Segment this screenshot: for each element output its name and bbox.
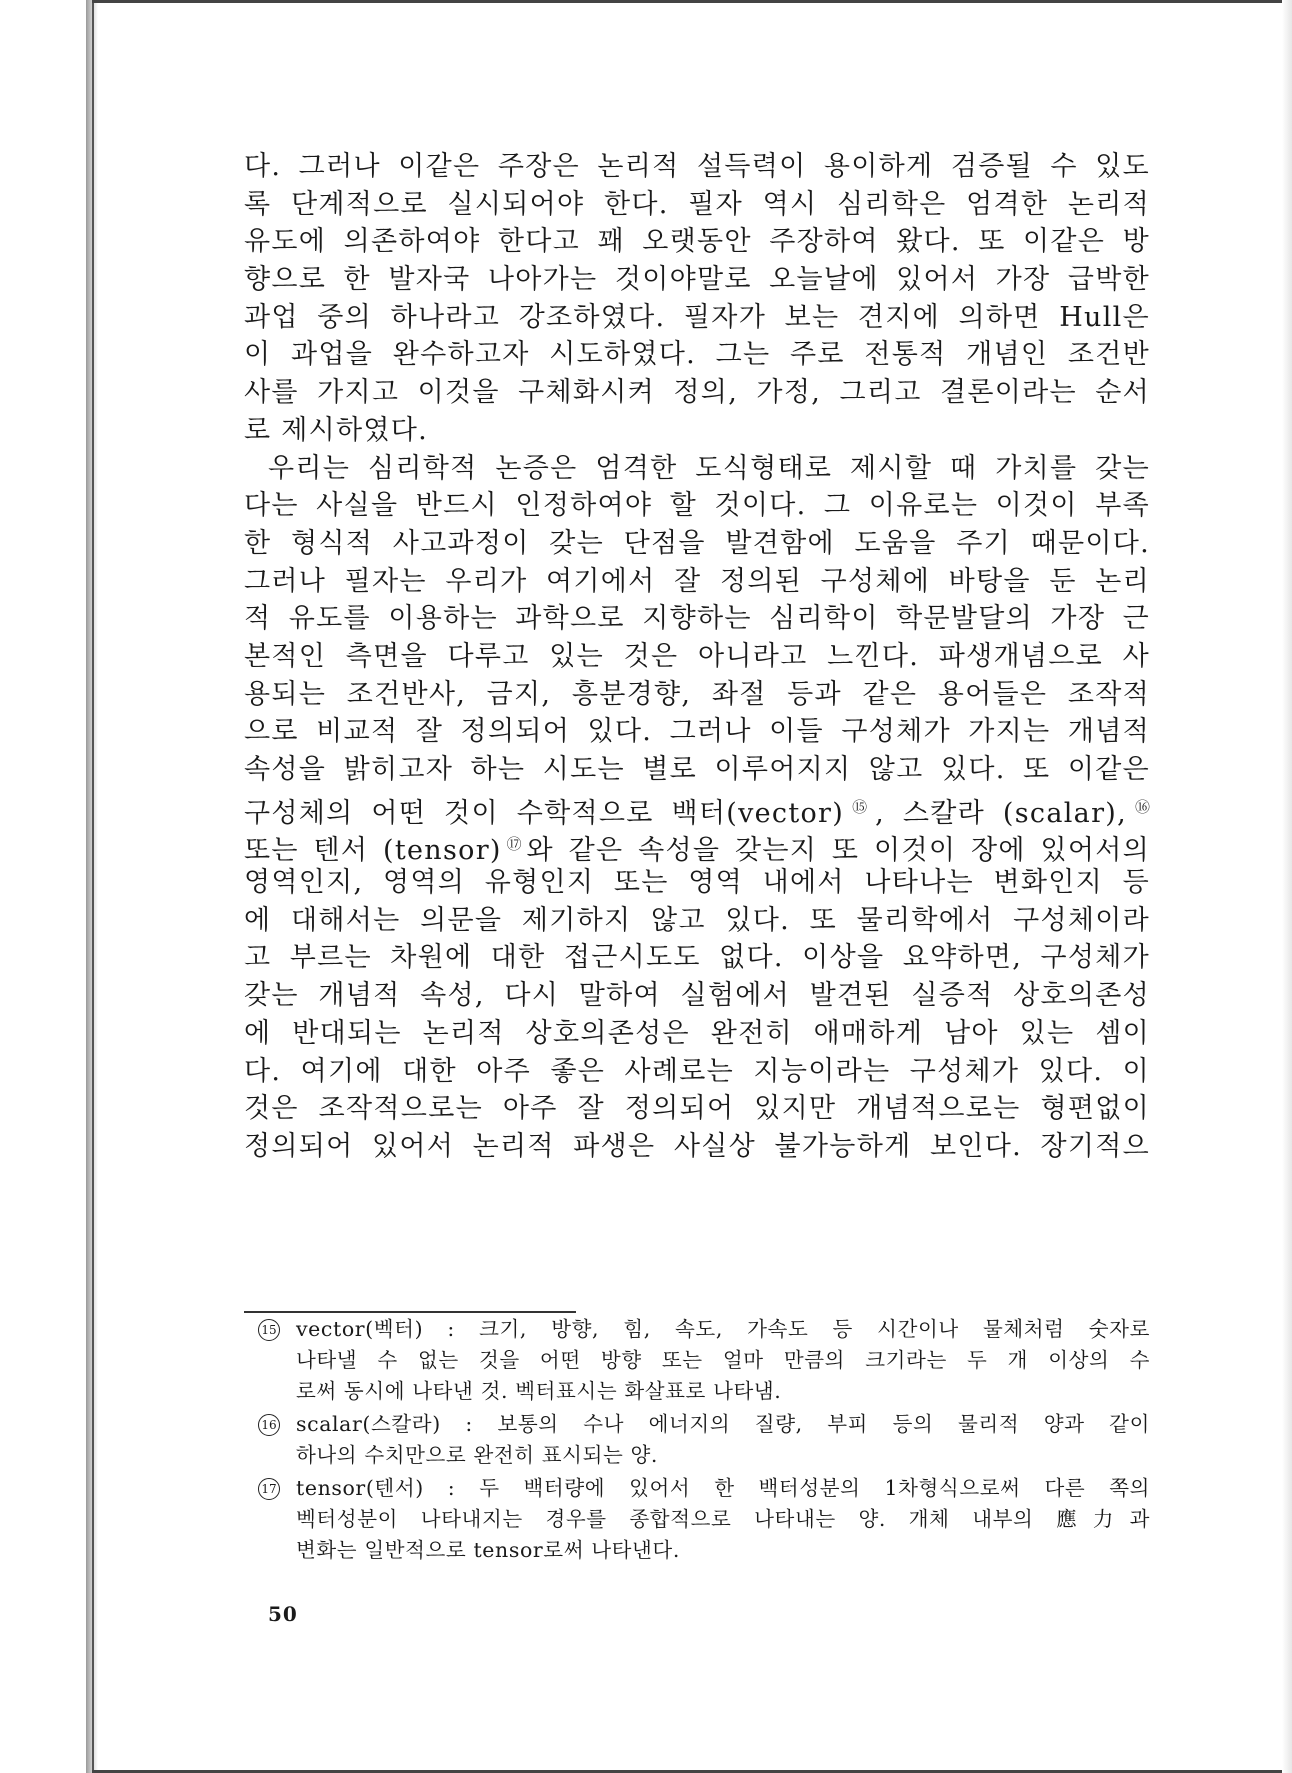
text-line: 그러나 필자는 우리가 여기에서 잘 정의된 구성체에 바탕을 둔 논리 bbox=[244, 565, 1150, 597]
text-segment: 구성체의 어떤 것이 수학적으로 백터(vector) bbox=[244, 797, 845, 829]
text-line-with-footnotes bbox=[244, 789, 1150, 827]
text-segment: 또는 텐서 (tensor) bbox=[244, 835, 502, 867]
text-line: 유도에 의존하여야 한다고 꽤 오랫동안 주장하여 왔다. 또 이같은 방 bbox=[244, 226, 1150, 258]
text-line: 우리는 심리학적 논증은 엄격한 도식형태로 제시할 때 가치를 갖는 bbox=[268, 452, 1150, 484]
footnote-ref-17: ⑰ bbox=[501, 835, 527, 854]
footnote-17 bbox=[258, 1473, 1150, 1566]
text-line: 에 반대되는 논리적 상호의존성은 완전히 애매하게 남아 있는 셈이 bbox=[244, 1017, 1150, 1049]
footnote-line: tensor(텐서) : 두 백터량에 있어서 한 백터성분의 1차형식으로써 다른 쪽의 bbox=[296, 1476, 1151, 1500]
footnote-line: vector(벡터) : 크기, 방향, 힘, 속도, 가속도 등 시간이나 물체처럼 숫자로 bbox=[296, 1317, 1150, 1341]
text-line: 영역인지, 영역의 유형인지 또는 영역 내에서 나타나는 변화인지 등 bbox=[244, 867, 1150, 899]
footnote-ref-16: ⑯ bbox=[1127, 797, 1151, 816]
text-line: 본적인 측면을 다루고 있는 것은 아니라고 느낀다. 파생개념으로 사 bbox=[244, 640, 1150, 672]
footnote-divider bbox=[244, 1311, 576, 1313]
text-line: 다는 사실을 반드시 인정하여야 할 것이다. 그 이유로는 이것이 부족 bbox=[244, 490, 1150, 522]
text-line: 으로 비교적 잘 정의되어 있다. 그러나 이들 구성체가 가지는 개념적 bbox=[244, 716, 1150, 748]
text-line: 속성을 밝히고자 하는 시도는 별로 이루어지지 않고 있다. 또 이같은 bbox=[244, 754, 1150, 785]
footnote-line: 벡터성분이 나타내지는 경우를 종합적으로 나타내는 양. 개체 내부의 應力과 bbox=[296, 1507, 1150, 1531]
page-top-edge bbox=[92, 0, 1292, 3]
text-line: 다. 여기에 대한 아주 좋은 사례로는 지능이라는 구성체가 있다. 이 bbox=[244, 1055, 1150, 1087]
text-line: 갖는 개념적 속성, 다시 말하여 실험에서 발견된 실증적 상호의존성 bbox=[244, 980, 1150, 1012]
footnote-line: 변화는 일반적으로 tensor로써 나타낸다. bbox=[296, 1538, 680, 1562]
text-line: 고 부르는 차원에 대한 접근시도도 없다. 이상을 요약하면, 구성체가 bbox=[244, 942, 1150, 974]
footnote-15 bbox=[258, 1314, 1150, 1407]
body-text bbox=[244, 148, 1150, 1166]
text-line-with-footnote bbox=[244, 826, 1150, 867]
text-line: 사를 가지고 이것을 구체화시켜 정의, 가정, 그리고 결론이라는 순서 bbox=[244, 377, 1150, 409]
text-line: 용되는 조건반사, 금지, 흥분경향, 좌절 등과 같은 용어들은 조작적 bbox=[244, 678, 1150, 710]
text-line: 다. 그러나 이같은 주장은 논리적 설득력이 용이하게 검증될 수 있도 bbox=[244, 151, 1150, 182]
footnote-number: 15 bbox=[258, 1319, 280, 1341]
text-line: 정의되어 있어서 논리적 파생은 사실상 불가능하게 보인다. 장기적으 bbox=[244, 1130, 1150, 1162]
text-line: 로 제시하였다. bbox=[244, 414, 429, 446]
text-segment: 와 같은 속성을 갖는지 또 이것이 장에 있어서의 bbox=[526, 835, 1150, 867]
footnote-line: 나타낼 수 없는 것을 어떤 방향 또는 얼마 만큼의 크기라는 두 개 이상의 수 bbox=[296, 1348, 1150, 1372]
text-line: 에 대해서는 의문을 제기하지 않고 있다. 또 물리학에서 구성체이라 bbox=[244, 904, 1150, 936]
text-line: 한 형식적 사고과정이 갖는 단점을 발견함에 도움을 주기 때문이다. bbox=[244, 527, 1150, 559]
footnote-line: 로써 동시에 나타낸 것. 벡터표시는 화살표로 나타냄. bbox=[296, 1379, 782, 1403]
page-right-edge bbox=[1282, 0, 1292, 1773]
footnote-line: 하나의 수치만으로 완전히 표시되는 양. bbox=[296, 1443, 659, 1467]
text-segment: , 스칼라 (scalar), bbox=[875, 797, 1127, 829]
text-line: 것은 조작적으로는 아주 잘 정의되어 있지만 개념적으로는 형편없이 bbox=[244, 1093, 1150, 1125]
footnote-number: 16 bbox=[258, 1414, 280, 1436]
footnote-number: 17 bbox=[258, 1478, 280, 1500]
page-left-edge bbox=[92, 0, 94, 1773]
footnote-16 bbox=[258, 1409, 1150, 1471]
page-number: 50 bbox=[268, 1602, 298, 1626]
footnotes bbox=[258, 1314, 1150, 1568]
text-line: 록 단계적으로 실시되어야 한다. 필자 역시 심리학은 엄격한 논리적 bbox=[244, 188, 1150, 220]
footnote-ref-15: ⑮ bbox=[844, 797, 876, 816]
text-line: 이 과업을 완수하고자 시도하였다. 그는 주로 전통적 개념인 조건반 bbox=[244, 339, 1150, 371]
text-line: 적 유도를 이용하는 과학으로 지향하는 심리학이 학문발달의 가장 근 bbox=[244, 603, 1150, 635]
footnote-line: scalar(스칼라) : 보통의 수나 에너지의 질량, 부피 등의 물리적 양과 같이 bbox=[296, 1412, 1150, 1436]
text-line: 향으로 한 발자국 나아가는 것이야말로 오늘날에 있어서 가장 급박한 bbox=[244, 264, 1150, 296]
text-line: 과업 중의 하나라고 강조하였다. 필자가 보는 견지에 의하면 Hull은 bbox=[244, 301, 1150, 333]
